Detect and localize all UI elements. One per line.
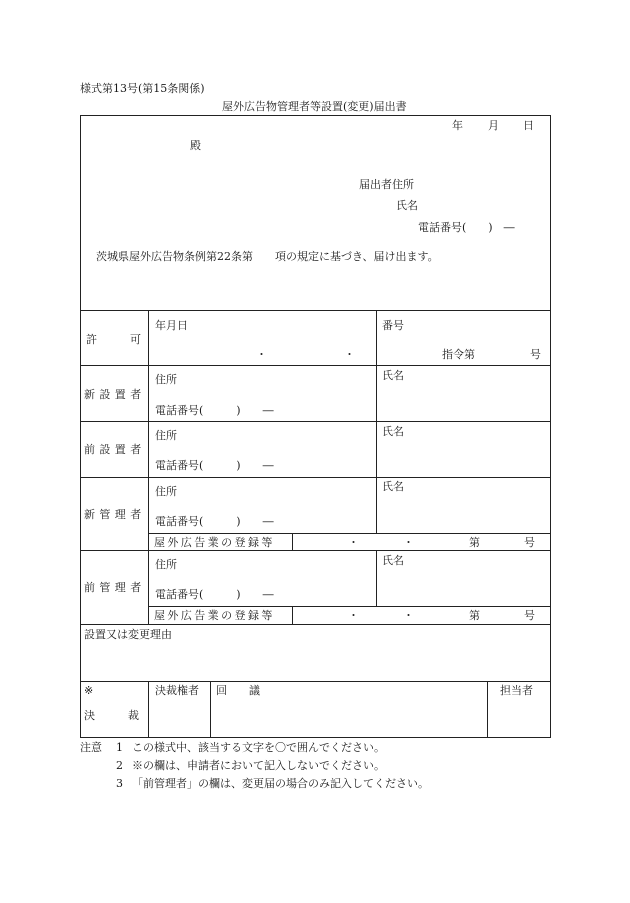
form-title: 屋外広告物管理者等設置(変更)届出書 — [222, 100, 407, 113]
permit-label: 許 可 — [86, 333, 141, 346]
approval-label: 決 裁 — [84, 709, 139, 722]
header-year: 年 — [452, 119, 463, 132]
note-number: 1 — [116, 741, 123, 754]
form-table — [80, 115, 551, 738]
note-number: 2 — [116, 759, 123, 772]
note-text: この様式中、該当する文字を〇で囲んでください。 — [132, 741, 385, 754]
name-label: 氏名 — [382, 425, 404, 438]
reason-label: 設置又は変更理由 — [84, 628, 172, 641]
approval-staff: 担当者 — [500, 684, 533, 697]
address-label: 住所 — [155, 485, 177, 498]
section-label-new-manager: 新管理者 — [84, 508, 146, 521]
registration-value: ・ ・ 第 号 — [348, 536, 535, 549]
section-label-new-installer: 新設置者 — [84, 388, 146, 401]
applicant-name-label: 氏名 — [396, 199, 418, 212]
approval-mark: ※ — [84, 684, 94, 697]
note-text: ※の欄は、申請者において記入しないでください。 — [132, 759, 385, 772]
section-label-prev-manager: 前管理者 — [84, 581, 146, 594]
permit-date-dots: ・ ・ — [256, 348, 355, 361]
header-month: 月 — [488, 119, 499, 132]
registration-label: 屋外広告業の登録等 — [154, 609, 275, 622]
note-number: 3 — [116, 777, 123, 790]
phone-label: 電話番号( ) ― — [155, 459, 274, 472]
name-label: 氏名 — [382, 554, 404, 567]
approval-deliberation: 回 議 — [216, 684, 260, 697]
applicant-phone-label: 電話番号( ) ― — [418, 221, 515, 234]
permit-number-value: 指令第 号 — [442, 348, 541, 361]
addressee-suffix: 殿 — [190, 139, 201, 152]
phone-label: 電話番号( ) ― — [155, 515, 274, 528]
address-label: 住所 — [155, 558, 177, 571]
phone-label: 電話番号( ) ― — [155, 588, 274, 601]
header-day: 日 — [523, 119, 534, 132]
permit-number-label: 番号 — [382, 319, 404, 332]
name-label: 氏名 — [382, 369, 404, 382]
name-label: 氏名 — [382, 480, 404, 493]
notes-heading: 注意 — [80, 741, 102, 754]
applicant-address-label: 届出者住所 — [359, 178, 414, 191]
permit-date-label: 年月日 — [155, 319, 188, 332]
statement-text: 茨城県屋外広告物条例第22条第 項の規定に基づき、届け出ます。 — [96, 250, 439, 263]
approval-authority: 決裁権者 — [155, 684, 199, 697]
phone-label: 電話番号( ) ― — [155, 404, 274, 417]
section-label-prev-installer: 前設置者 — [84, 443, 146, 456]
registration-label: 屋外広告業の登録等 — [154, 536, 275, 549]
registration-value: ・ ・ 第 号 — [348, 609, 535, 622]
note-text: 「前管理者」の欄は、変更届の場合のみ記入してください。 — [132, 777, 429, 790]
form-number: 様式第13号(第15条関係) — [80, 82, 205, 95]
address-label: 住所 — [155, 373, 177, 386]
address-label: 住所 — [155, 429, 177, 442]
